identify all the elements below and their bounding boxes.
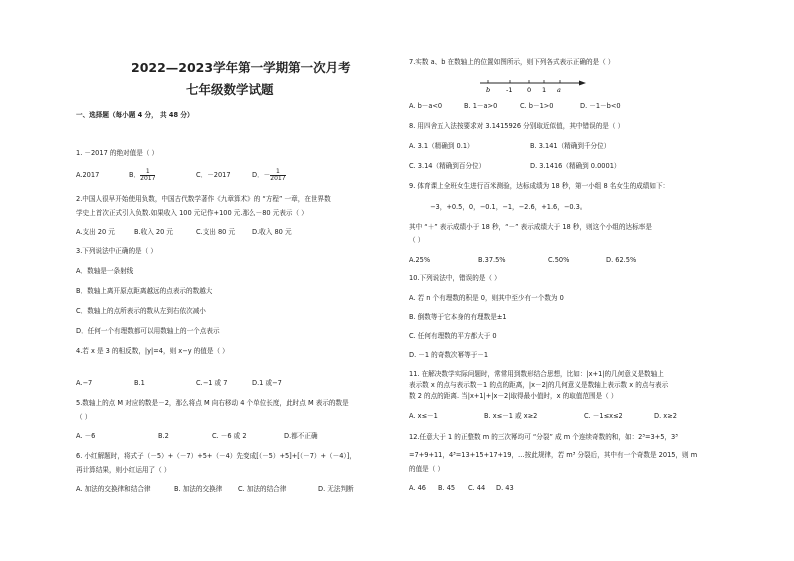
label-minus-one: -1 — [506, 86, 513, 94]
q7-stem: 7.实数 a、b 在数轴上的位置如图所示，则下列各式表示正确的是（ ） — [409, 58, 615, 66]
q5-option-d: D.都不正确 — [284, 432, 318, 440]
q2-option-c: C.支出 80 元 — [196, 228, 236, 236]
q5-line2: （ ） — [76, 413, 92, 421]
q8-stem: 8. 用四舍五入法按要求对 3.1415926 分别取近似值，其中错误的是（ ） — [409, 122, 625, 130]
q4-option-d: D.1 或−7 — [252, 379, 282, 387]
q7-number-line — [478, 77, 588, 99]
q10-stem: 10.下列说法中，错误的是（ ） — [409, 274, 501, 282]
q11-line2: 表示数 x 的点与表示数－1 的点的距离，|x－2|的几何意义是数轴上表示数 x 的点与表示 — [409, 381, 669, 389]
q4-option-c: C.−1 或 7 — [196, 379, 228, 387]
q9-line1: 9. 体育课上全班女生进行百米测验，达标成绩为 18 秒，第一小组 8 名女生的成绩如下： — [409, 182, 670, 190]
q9-option-a: A.25% — [409, 256, 431, 264]
q1-option-a: A.2017 — [76, 171, 100, 179]
q3-option-a: A．数轴是一条射线 — [76, 267, 134, 275]
q6-option-c: C. 加法的结合律 — [238, 485, 287, 493]
q1-stem: 1. －2017 的绝对值是（ ） — [76, 149, 159, 157]
q12-line2: =7+9+11，4³=13+15+17+19，…按此规律，若 m³ 分裂后，其中有一个奇数是 2015，则 m — [409, 451, 698, 459]
label-a: a — [557, 86, 561, 94]
label-b: b — [486, 86, 491, 94]
q1-fraction-d: $\frac{1}{2017}$ — [270, 167, 286, 182]
q11-line3: 数 2 的点的距离. 当|x+1|+|x－2|取得最小值时，x 的取值范围是（ ） — [409, 392, 618, 400]
q5-line1: 5.数轴上的点 M 对应的数是－2，那么将点 M 向右移动 4 个单位长度，此时点 M 表示的数是 — [76, 399, 349, 407]
q4-option-a: A.−7 — [76, 379, 93, 387]
q3-option-b: B．数轴上离开原点距离越远的点表示的数越大 — [76, 287, 213, 295]
q9-line4: （ ） — [409, 236, 425, 244]
q6-option-d: D. 无法判断 — [318, 485, 354, 493]
q5-option-c: C. －6 或 2 — [212, 432, 247, 440]
q11-option-c: C. －1≤x≤2 — [584, 412, 623, 420]
q11-line1: 11. 在解决数学实际问题时，常常用到数形结合思想，比如：|x+1|的几何意义是数轴上 — [409, 370, 664, 378]
q12-option-c: C. 44 — [468, 484, 486, 492]
q12-option-a: A. 46 — [409, 484, 426, 492]
q11-option-b: B. x≤－1 或 x≥2 — [484, 412, 538, 420]
q7-option-b: B. 1－a>0 — [464, 102, 498, 110]
q12-option-b: B. 45 — [438, 484, 456, 492]
q8-option-b: B. 3.141（精确到千分位） — [530, 142, 611, 150]
q3-stem: 3.下列说法中正确的是（ ） — [76, 247, 157, 255]
q9-option-c: C.50% — [548, 256, 570, 264]
q7-option-d: D. －1－b<0 — [580, 102, 621, 110]
q10-option-a: A. 若 n 个有理数的积是 0，则其中至少有一个数为 0 — [409, 294, 564, 302]
q2-option-b: B.收入 20 元 — [134, 228, 173, 236]
q7-option-a: A. b－a<0 — [409, 102, 443, 110]
q2-option-d: D.收入 80 元 — [252, 228, 292, 236]
q8-option-d: D. 3.1416（精确到 0.0001） — [530, 162, 621, 170]
q11-option-a: A. x≤－1 — [409, 412, 438, 420]
exam-title: 2022—2023学年第一学期第一次月考 — [131, 60, 351, 75]
q10-option-d: D. －1 的奇数次幂等于－1 — [409, 351, 489, 359]
q9-line3: 其中 “＋” 表示成绩小于 18 秒，“－” 表示成绩大于 18 秒，则这个小组的达标率是 — [409, 223, 652, 231]
exam-subtitle: 七年级数学试题 — [186, 82, 274, 97]
q6-line1: 6. 小红解题时，将式子（－5）+（－7）+5+（－4）先变成[（－5）+5]+[（－7）+（－4）]， — [76, 452, 356, 460]
q8-option-a: A. 3.1（精确到 0.1） — [409, 142, 474, 150]
q11-option-d: D. x≥2 — [654, 412, 677, 420]
q12-line3: 的值是（ ） — [409, 465, 445, 473]
q3-option-c: C．数轴上的点所表示的数从左到右依次减小 — [76, 307, 206, 315]
q1-option-b: B． $\frac{1}{2017}$ — [129, 167, 156, 182]
q8-option-c: C. 3.14（精确到百分位） — [409, 162, 486, 170]
q12-line1: 12.任意大于 1 的正整数 m 的三次幂均可 “分裂” 成 m 个连续奇数的和，如：2³=3+5，3³ — [409, 433, 678, 441]
q5-option-a: A. －6 — [76, 432, 96, 440]
q12-option-d: D. 43 — [496, 484, 514, 492]
number-line-arrow — [579, 81, 586, 86]
q9-data: −3，+0.5，0，−0.1，−1，−2.6，+1.6，−0.3。 — [430, 203, 587, 211]
q5-option-b: B.2 — [158, 432, 169, 440]
q9-option-d: D. 62.5% — [606, 256, 637, 264]
q2-line1: 2.中国人很早开始使用负数，中国古代数学著作《九章算术》的 “方程” 一章，在世界数 — [76, 195, 331, 203]
q6-option-a: A. 加法的交换律和结合律 — [76, 485, 151, 493]
q4-option-b: B.1 — [134, 379, 145, 387]
q1-fraction-b: $\frac{1}{2017}$ — [140, 167, 156, 182]
q4-stem: 4.若 x 是 3 的相反数，|y|=4，则 x−y 的值是（ ） — [76, 347, 229, 355]
q9-option-b: B.37.5% — [478, 256, 506, 264]
q10-option-b: B. 倒数等于它本身的有理数是±1 — [409, 313, 507, 321]
q3-option-d: D．任何一个有理数都可以用数轴上的一个点表示 — [76, 327, 220, 335]
q2-line2: 学史上首次正式引入负数.如果收入 100 元记作+100 元.那么－80 元表示（ ） — [76, 209, 308, 217]
label-zero: 0 — [527, 86, 532, 94]
q7-option-c: C. b－1>0 — [520, 102, 554, 110]
q1-option-d: D．－ $\frac{1}{2017}$ — [252, 167, 286, 182]
q1-option-c: C．－2017 — [196, 171, 231, 179]
label-one: 1 — [542, 86, 547, 94]
q6-line2: 再计算结果，则小红运用了（ ） — [76, 466, 171, 474]
q10-option-c: C. 任何有理数的平方都大于 0 — [409, 332, 497, 340]
q6-option-b: B. 加法的交换律 — [174, 485, 223, 493]
section-heading: 一、选择题（每小题 4 分， 共 48 分） — [76, 111, 194, 119]
q2-option-a: A.支出 20 元 — [76, 228, 115, 236]
